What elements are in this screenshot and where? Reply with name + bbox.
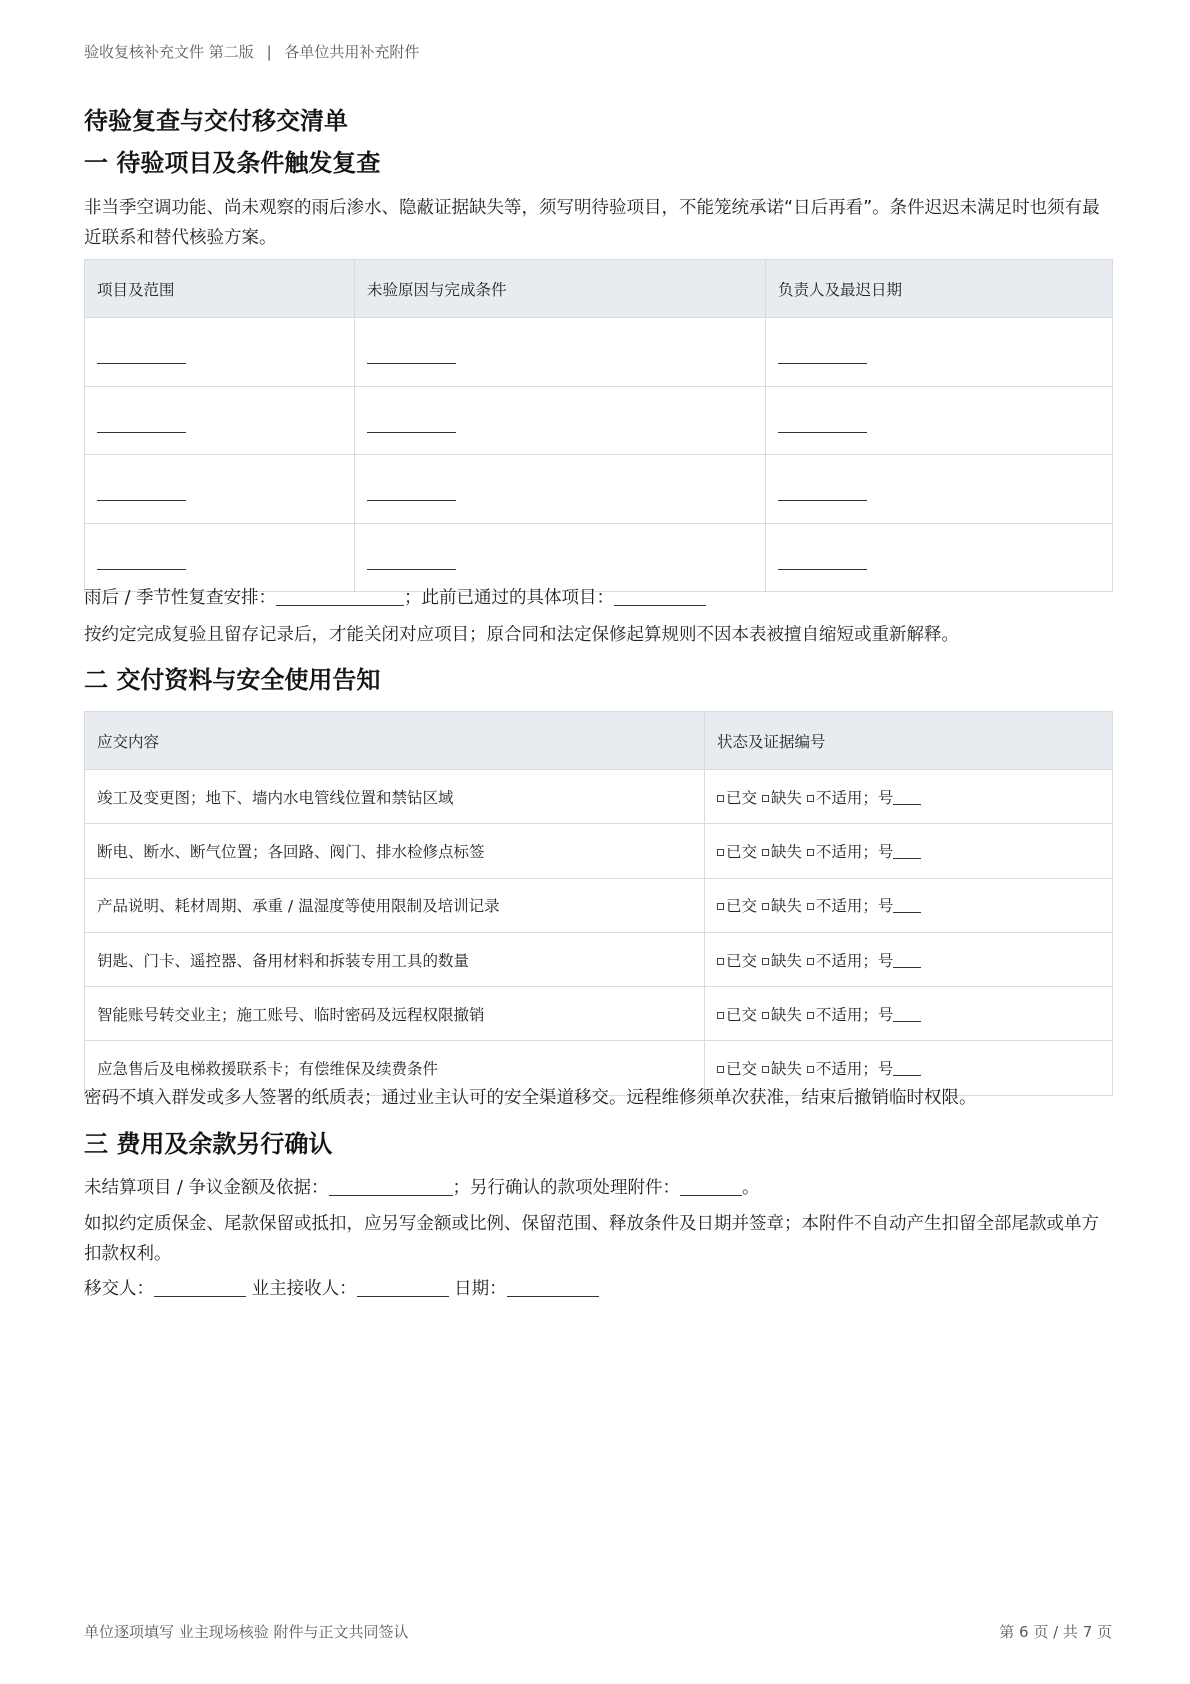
- checkbox-missing[interactable]: [762, 958, 769, 965]
- checkbox-not-applicable-label: 不适用；号: [815, 951, 894, 970]
- status-cell: [705, 987, 1113, 1041]
- table-header-row: [85, 260, 1113, 318]
- passed-items-label: ；此前已通过的具体项目：: [404, 588, 615, 608]
- handover-item-text: 竣工及变更图；地下、墙内水电管线位置和禁钻区域: [85, 770, 705, 824]
- checkbox-not-applicable[interactable]: [807, 1012, 814, 1019]
- header-left: 验收复核补充文件 第二版: [84, 43, 254, 61]
- unsettled-amount-label: 未结算项目 / 争议金额及依据：: [84, 1178, 329, 1198]
- column-header: 状态及证据编号: [705, 712, 1113, 770]
- table-header-row: [85, 712, 1113, 770]
- unsettled-amount-blank[interactable]: [329, 1178, 453, 1196]
- status-cell: [705, 878, 1113, 932]
- fill-in-line: [367, 350, 456, 364]
- checkbox-delivered[interactable]: [717, 903, 724, 910]
- blank-cell[interactable]: [766, 455, 1113, 524]
- handover-item-text: 钥匙、门卡、遥控器、备用材料和拆装专用工具的数量: [85, 932, 705, 986]
- column-header: 未验原因与完成条件: [355, 260, 766, 318]
- blank-cell[interactable]: [355, 523, 766, 592]
- checkbox-not-applicable[interactable]: [807, 795, 814, 802]
- evidence-number-blank[interactable]: [893, 1060, 921, 1076]
- passed-items-blank[interactable]: [614, 588, 706, 606]
- fill-in-line: [97, 419, 186, 433]
- evidence-number-blank[interactable]: [893, 952, 921, 968]
- blank-cell[interactable]: [766, 386, 1113, 455]
- seasonal-recheck-label: 雨后 / 季节性复查安排：: [84, 588, 277, 608]
- date-label: 日期：: [454, 1279, 507, 1299]
- checkbox-delivered-label: 已交: [726, 788, 758, 807]
- payment-attachment-label: ；另行确认的款项处理附件：: [452, 1178, 681, 1198]
- column-header: 项目及范围: [85, 260, 355, 318]
- checkbox-not-applicable-label: 不适用；号: [815, 897, 894, 916]
- checkbox-missing[interactable]: [762, 849, 769, 856]
- table-row: [85, 878, 1113, 932]
- section-1-intro: 非当季空调功能、尚未观察的雨后渗水、隐蔽证据缺失等，须写明待验项目，不能笼统承诺“日后再看”。条件迟迟未满足时也须有最近联系和替代核验方案。: [84, 198, 1100, 248]
- fill-in-line: [778, 350, 867, 364]
- fill-in-line: [367, 419, 456, 433]
- table-row: [85, 523, 1113, 592]
- fill-in-line: [367, 556, 456, 570]
- fill-in-line: [778, 556, 867, 570]
- table-row: [85, 932, 1113, 986]
- table-row: [85, 386, 1113, 455]
- fill-in-line: [778, 487, 867, 501]
- checkbox-delivered-label: 已交: [726, 842, 758, 861]
- payment-attachment-blank[interactable]: [680, 1178, 742, 1196]
- transferor-signature-blank[interactable]: [154, 1279, 246, 1297]
- checkbox-not-applicable-label: 不适用；号: [815, 1005, 894, 1024]
- status-cell: [705, 932, 1113, 986]
- handover-item-text: 智能账号转交业主；施工账号、临时密码及远程权限撤销: [85, 987, 705, 1041]
- column-header: 应交内容: [85, 712, 705, 770]
- transferor-label: 移交人：: [84, 1279, 154, 1299]
- handover-item-text: 产品说明、耗材周期、承重 / 温湿度等使用限制及培训记录: [85, 878, 705, 932]
- checkbox-missing[interactable]: [762, 903, 769, 910]
- checkbox-delivered-label: 已交: [726, 951, 758, 970]
- evidence-number-blank[interactable]: [893, 843, 921, 859]
- retention-terms-text: 如拟约定质保金、尾款保留或抵扣，应另写金额或比例、保留范围、释放条件及日期并签章；本附件不自动产生扣留全部尾款或单方扣款权利。: [84, 1214, 1099, 1264]
- evidence-number-blank[interactable]: [893, 897, 921, 913]
- checkbox-not-applicable[interactable]: [807, 903, 814, 910]
- running-header: [84, 42, 419, 62]
- signature-line: [84, 1274, 1112, 1304]
- section-3-heading: 三 费用及余款另行确认: [84, 1130, 333, 1158]
- header-separator: |: [266, 43, 272, 61]
- blank-cell[interactable]: [85, 318, 355, 387]
- document-page: [84, 0, 1112, 1684]
- checkbox-delivered[interactable]: [717, 1012, 724, 1019]
- handover-item-text: 应急售后及电梯救援联系卡；有偿维保及续费条件: [85, 1041, 705, 1095]
- fill-in-line: [97, 350, 186, 364]
- blank-cell[interactable]: [85, 523, 355, 592]
- blank-cell[interactable]: [766, 523, 1113, 592]
- checkbox-delivered-label: 已交: [726, 1060, 758, 1079]
- checkbox-not-applicable[interactable]: [807, 958, 814, 965]
- checkbox-missing-label: 缺失: [770, 897, 802, 916]
- checkbox-missing-label: 缺失: [770, 1005, 802, 1024]
- status-cell: [705, 770, 1113, 824]
- checkbox-missing[interactable]: [762, 795, 769, 802]
- section-2-heading: 二 交付资料与安全使用告知: [84, 666, 381, 694]
- fill-in-line: [778, 419, 867, 433]
- checkbox-missing-label: 缺失: [770, 1060, 802, 1079]
- blank-cell[interactable]: [355, 386, 766, 455]
- blank-cell[interactable]: [766, 318, 1113, 387]
- checkbox-missing-label: 缺失: [770, 788, 802, 807]
- receiver-signature-blank[interactable]: [357, 1279, 449, 1297]
- checkbox-not-applicable-label: 不适用；号: [815, 1060, 894, 1079]
- table-row: [85, 455, 1113, 524]
- checkbox-delivered-label: 已交: [726, 1005, 758, 1024]
- blank-cell[interactable]: [85, 386, 355, 455]
- section-1-heading: 一 待验项目及条件触发复查: [84, 149, 381, 177]
- fill-in-line: [367, 487, 456, 501]
- header-right: 各单位共用补充附件: [284, 43, 420, 61]
- seasonal-recheck-blank[interactable]: [276, 588, 404, 606]
- unsettled-amount-line: [84, 1173, 1112, 1203]
- handover-item-text: 断电、断水、断气位置；各回路、阀门、排水检修点标签: [85, 824, 705, 878]
- date-blank[interactable]: [507, 1279, 599, 1297]
- column-header: 负责人及最迟日期: [766, 260, 1113, 318]
- seasonal-recheck-line: [84, 583, 1112, 613]
- table-row: [85, 987, 1113, 1041]
- status-cell: [705, 824, 1113, 878]
- line-end-period: 。: [742, 1178, 760, 1198]
- checkbox-delivered[interactable]: [717, 849, 724, 856]
- checkbox-missing[interactable]: [762, 1012, 769, 1019]
- checkbox-not-applicable-label: 不适用；号: [815, 788, 894, 807]
- blank-cell[interactable]: [355, 318, 766, 387]
- checkbox-not-applicable[interactable]: [807, 849, 814, 856]
- pending-items-table: [84, 259, 1113, 592]
- checkbox-missing-label: 缺失: [770, 842, 802, 861]
- fill-in-line: [97, 487, 186, 501]
- checkbox-missing-label: 缺失: [770, 951, 802, 970]
- handover-table: [84, 711, 1113, 1096]
- password-note: 密码不填入群发或多人签署的纸质表；通过业主认可的安全渠道移交。远程维修须单次获准，结束后撤销临时权限。: [84, 1088, 977, 1108]
- fill-in-line: [97, 556, 186, 570]
- running-footer-left: 单位逐项填写 业主现场核验 附件与正文共同签认: [84, 1623, 409, 1641]
- table-row: [85, 318, 1113, 387]
- checkbox-missing[interactable]: [762, 1066, 769, 1073]
- checkbox-not-applicable[interactable]: [807, 1066, 814, 1073]
- page-number: 第 6 页 / 共 7 页: [999, 1623, 1112, 1641]
- closure-rule-text: 按约定完成复验且留存记录后，才能关闭对应项目；原合同和法定保修起算规则不因本表被擅自缩短或重新解释。: [84, 625, 959, 645]
- evidence-number-blank[interactable]: [893, 1006, 921, 1022]
- blank-cell[interactable]: [355, 455, 766, 524]
- table-row: [85, 770, 1113, 824]
- checkbox-not-applicable-label: 不适用；号: [815, 842, 894, 861]
- evidence-number-blank[interactable]: [893, 789, 921, 805]
- blank-cell[interactable]: [85, 455, 355, 524]
- checkbox-delivered[interactable]: [717, 795, 724, 802]
- checkbox-delivered-label: 已交: [726, 897, 758, 916]
- checkbox-delivered[interactable]: [717, 958, 724, 965]
- table-row: [85, 824, 1113, 878]
- receiver-label: 业主接收人：: [251, 1279, 357, 1299]
- document-title: 待验复查与交付移交清单: [84, 107, 348, 135]
- checkbox-delivered[interactable]: [717, 1066, 724, 1073]
